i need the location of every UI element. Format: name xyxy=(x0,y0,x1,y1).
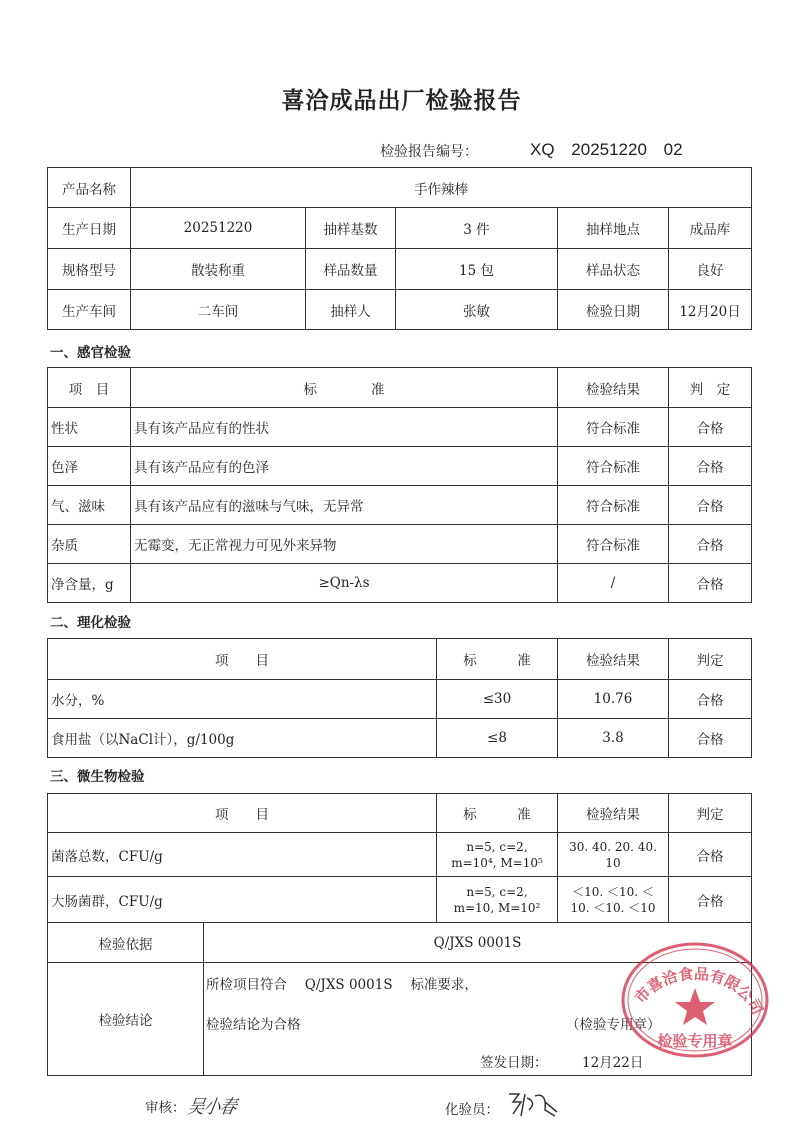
header-cell: 判定 xyxy=(669,639,752,680)
issue-date-label: 签发日期： xyxy=(480,1055,548,1071)
reviewer-label: 审核： xyxy=(145,1100,186,1116)
cell: 样品状态 xyxy=(558,249,669,290)
basis-label: 检验依据 xyxy=(48,923,204,963)
table-row xyxy=(48,833,752,877)
cell: 合格 xyxy=(669,525,752,564)
conclusion-line-2: 检验结论为合格 xyxy=(206,1017,301,1033)
table-row xyxy=(48,719,752,758)
conclusion-line-1: 所检项目符合 Q/JXS 0001S 标准要求， xyxy=(206,977,478,993)
cell: / xyxy=(558,564,669,603)
table-row xyxy=(48,564,752,603)
table-row xyxy=(48,408,752,447)
header-cell: 判定 xyxy=(669,794,752,833)
cell: ＜10. ＜10. ＜ 10. ＜10. ＜10 xyxy=(558,877,669,923)
cell: 净含量，g xyxy=(48,564,131,603)
header-cell: 项 目 xyxy=(48,639,437,680)
header-cell: 检验结果 xyxy=(558,639,669,680)
cell: 色泽 xyxy=(48,447,131,486)
table-row xyxy=(48,208,752,249)
table-row xyxy=(48,249,752,290)
table-row xyxy=(48,525,752,564)
product-name: 手作辣棒 xyxy=(131,168,752,208)
cell: ≥Qn-λs xyxy=(131,564,558,603)
report-number-label: 检验报告编号： xyxy=(380,144,478,160)
header-cell: 标 准 xyxy=(437,794,558,833)
reviewer-signature: 吴小春 xyxy=(185,1096,238,1119)
cell: 性状 xyxy=(48,408,131,447)
svg-text:市喜洽食品有限公司: 市喜洽食品有限公司 xyxy=(631,964,767,1018)
svg-text:检验专用章: 检验专用章 xyxy=(657,1032,733,1050)
table-row xyxy=(48,680,752,719)
cell: 12月20日 xyxy=(669,290,752,330)
cell: n=5, c=2, xyxy=(466,884,528,899)
cell: 15 包 xyxy=(396,249,558,290)
cell: 气、滋味 xyxy=(48,486,131,525)
physchem-table xyxy=(47,638,752,758)
page-title: 喜洽成品出厂检验报告 xyxy=(281,88,522,114)
cell: 符合标准 xyxy=(558,486,669,525)
table-row xyxy=(48,486,752,525)
report-number: XQ 20251220 02 xyxy=(530,140,683,159)
star-icon xyxy=(675,988,715,1025)
cell: 杂质 xyxy=(48,525,131,564)
header-cell: 标 准 xyxy=(131,368,558,408)
cell: ≤8 xyxy=(437,719,558,758)
cell: 检验日期 xyxy=(558,290,669,330)
basic-info-table xyxy=(47,167,752,330)
cell: 30. 40. 20. 40. 10 xyxy=(558,833,669,877)
cell: 10.76 xyxy=(558,680,669,719)
cell: 生产车间 xyxy=(48,290,131,330)
cell: 样品数量 xyxy=(306,249,396,290)
header-cell: 判 定 xyxy=(669,368,752,408)
cell: 符合标准 xyxy=(558,408,669,447)
cell: 合格 xyxy=(669,447,752,486)
header-cell: 检验结果 xyxy=(558,794,669,833)
cell: 菌落总数，CFU/g xyxy=(48,833,437,877)
cell: 水分，% xyxy=(48,680,437,719)
section-heading-physchem: 二、理化检验 xyxy=(50,615,131,631)
table-row xyxy=(48,877,752,923)
cell: ≤30 xyxy=(437,680,558,719)
issue-date: 12月22日 xyxy=(582,1055,644,1071)
header-cell: 项 目 xyxy=(48,794,437,833)
section-heading-sensory: 一、感官检验 xyxy=(50,345,131,361)
cell: 成品库 xyxy=(669,208,752,249)
cell: 抽样基数 xyxy=(306,208,396,249)
cell: 具有该产品应有的滋味与气味，无异常 xyxy=(131,486,558,525)
cell: 合格 xyxy=(669,719,752,758)
cell: 3.8 xyxy=(558,719,669,758)
cell: 生产日期 xyxy=(48,208,131,249)
cell: 抽样地点 xyxy=(558,208,669,249)
cell: 无霉变，无正常视力可见外来异物 xyxy=(131,525,558,564)
cell: 合格 xyxy=(669,833,752,877)
cell: n=5, c=2, xyxy=(466,839,528,854)
cell: 抽样人 xyxy=(306,290,396,330)
section-heading-micro: 三、微生物检验 xyxy=(50,769,145,785)
seal-note: （检验专用章） xyxy=(566,1017,661,1033)
cell: 散装称重 xyxy=(131,249,306,290)
tester-signature xyxy=(505,1088,565,1118)
table-row xyxy=(48,447,752,486)
product-name-label: 产品名称 xyxy=(48,168,131,208)
cell: 3 件 xyxy=(396,208,558,249)
cell: m=10⁴, M=10⁵ xyxy=(451,855,543,870)
tester-label: 化验员： xyxy=(445,1102,499,1118)
sensory-table xyxy=(47,367,752,603)
cell: 合格 xyxy=(669,877,752,923)
cell: 具有该产品应有的色泽 xyxy=(131,447,558,486)
cell: 具有该产品应有的性状 xyxy=(131,408,558,447)
header-cell: 标 准 xyxy=(437,639,558,680)
basis-value: Q/JXS 0001S xyxy=(204,923,752,963)
cell: 规格型号 xyxy=(48,249,131,290)
header-cell: 项 目 xyxy=(48,368,131,408)
cell: 符合标准 xyxy=(558,525,669,564)
cell: 合格 xyxy=(669,486,752,525)
cell: 合格 xyxy=(669,564,752,603)
cell: 符合标准 xyxy=(558,447,669,486)
cell: 食用盐（以NaCl计），g/100g xyxy=(48,719,437,758)
cell: 二车间 xyxy=(131,290,306,330)
conclusion-label: 检验结论 xyxy=(48,963,204,1076)
cell: 张敏 xyxy=(396,290,558,330)
cell: 合格 xyxy=(669,680,752,719)
cell: 合格 xyxy=(669,408,752,447)
cell: 良好 xyxy=(669,249,752,290)
cell: 20251220 xyxy=(131,208,306,249)
table-row xyxy=(48,290,752,330)
cell: 大肠菌群，CFU/g xyxy=(48,877,437,923)
cell: m=10, M=10² xyxy=(453,900,541,915)
header-cell: 检验结果 xyxy=(558,368,669,408)
company-seal xyxy=(620,940,770,1060)
